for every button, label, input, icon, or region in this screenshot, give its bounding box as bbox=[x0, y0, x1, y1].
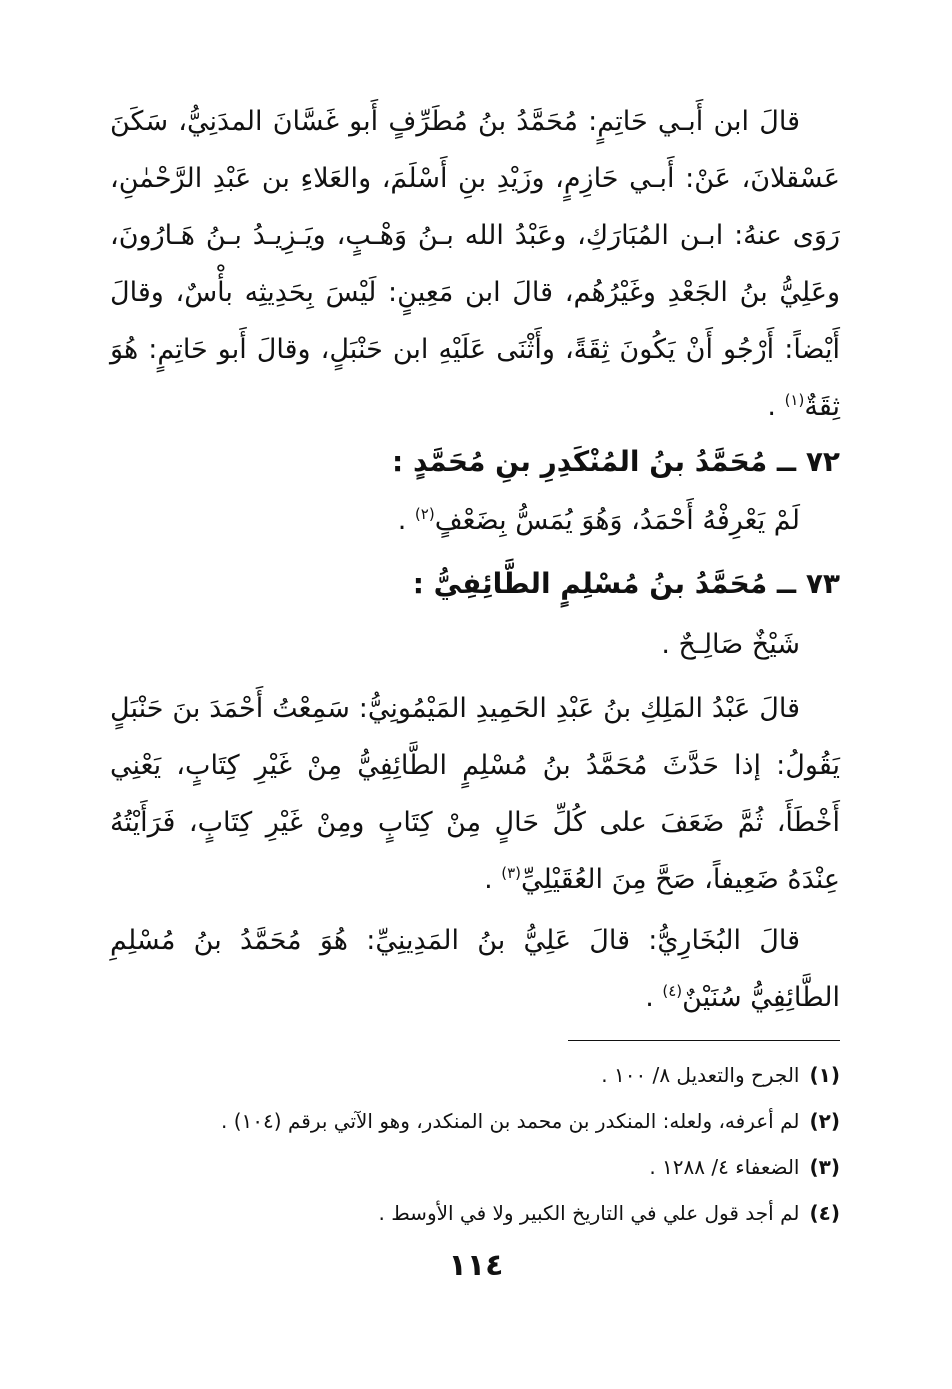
paragraph-end: . bbox=[767, 391, 785, 422]
footnote-item bbox=[110, 1052, 840, 1098]
footnotes-list bbox=[110, 1052, 840, 1236]
paragraph-end: . bbox=[645, 982, 663, 1013]
footnote-ref[interactable]: (٢) bbox=[414, 505, 435, 523]
paragraph-end: . bbox=[484, 864, 502, 895]
entry-73-text: شَيْخٌ صَالِـحٌ . bbox=[661, 629, 800, 660]
entry-end: . bbox=[397, 505, 415, 536]
footnote-number: (٣) bbox=[809, 1155, 840, 1179]
footnote-item bbox=[110, 1144, 840, 1190]
footnote-number: (٤) bbox=[809, 1201, 840, 1225]
footnote-item bbox=[110, 1098, 840, 1144]
footnote-ref[interactable]: (٣) bbox=[501, 864, 522, 882]
footnote-ref[interactable]: (٤) bbox=[662, 982, 683, 1000]
paragraph-text: قالَ عَبْدُ المَلِكِ بنُ عَبْدِ الحَمِيدِ المَيْمُونِيُّ: سَمِعْتُ أَحْمَدَ بنَ حَنْبَلٍ يَقُولُ: إذا حَدَّثَ مُحَمَّدُ بنُ مُسْلِمٍ الطَّائِفِيُّ مِنْ غَيْرِ كِتَابٍ، يَعْنِي أَخْطَأَ، ثُمَّ ضَعَفَ على كُلِّ حَالٍ مِنْ كِتَابٍ ومِنْ غَيْرِ كِتَابٍ، فَرَأَيْتُهُ عِنْدَهُ ضَعِيفاً، صَحَّ مِنَ العُقَيْلِيِّ bbox=[110, 693, 840, 895]
footnote-number: (٢) bbox=[809, 1109, 840, 1133]
paragraph-text: قالَ ابن أَبـي حَاتِمٍ: مُحَمَّدُ بنُ مُطَرِّفٍ أَبو غَسَّانَ المدَنِيُّ، سَكَنَ عَسْقلانَ، عَنْ: أَبـي حَازِمٍ، وزَيْدِ بنِ أَسْلَمَ، والعَلاءِ بن عَبْدِ الرَّحْمٰنِ، رَوَى عنهُ: ابـن المُبَارَكِ، وعَبْدُ الله بـنُ وَهْـبٍ، ويَـزِيـدُ بـنُ هَـارُونَ، وعَلِيُّ بنُ الجَعْدِ وغَيْرُهُم، قالَ ابن مَعِينٍ: لَيْسَ بِحَدِيثِه بأْسٌ، وقالَ أَيْضاً: أَرْجُو أَنْ يَكُونَ ثِقَةً، وأَثْنَى عَلَيْهِ ابن حَنْبَلٍ، وقالَ أَبو حَاتِمٍ: هُوَ ثِقَةٌ bbox=[110, 106, 840, 422]
paragraph-text: قالَ البُخَارِيُّ: قالَ عَلِيُّ بنُ المَدِينِيِّ: هُوَ مُحَمَّدُ بنُ مُسْلِمِ الطَّائِفِيُّ سُنَيْنٌ bbox=[110, 925, 840, 1013]
footnote-text: الضعفاء ٤/ ١٢٨٨ . bbox=[649, 1155, 800, 1179]
footnote-number: (١) bbox=[809, 1063, 840, 1087]
paragraph-bukhari bbox=[110, 912, 840, 1026]
paragraph-maymuni bbox=[110, 680, 840, 908]
page-number: ١١٤ bbox=[448, 1248, 504, 1283]
entry-73-heading: ٧٣ ــ مُحَمَّدُ بنُ مُسْلِمٍ الطَّائِفِيُّ : bbox=[412, 567, 840, 600]
paragraph-abi-hatim bbox=[110, 93, 840, 435]
footnote-text: الجرح والتعديل ٨/ ١٠٠ . bbox=[601, 1063, 800, 1087]
footnote-divider bbox=[568, 1040, 840, 1041]
entry-text: لَمْ يَعْرِفْهُ أَحْمَدُ، وَهُوَ يُمَسُّ بِضَعْفٍ bbox=[434, 505, 800, 536]
footnote-text: لم أجد قول علي في التاريخ الكبير ولا في الأوسط . bbox=[378, 1201, 800, 1225]
footnote-item bbox=[110, 1190, 840, 1236]
footnote-text: لم أعرفه، ولعله: المنكدر بن محمد بن المنكدر، وهو الآتي برقم (١٠٤) . bbox=[221, 1109, 800, 1133]
entry-72-text bbox=[110, 492, 840, 549]
footnote-ref[interactable]: (١) bbox=[784, 391, 805, 409]
entry-72-heading: ٧٢ ــ مُحَمَّدُ بنُ المُنْكَدِرِ بنِ مُحَمَّدٍ : bbox=[392, 445, 840, 478]
